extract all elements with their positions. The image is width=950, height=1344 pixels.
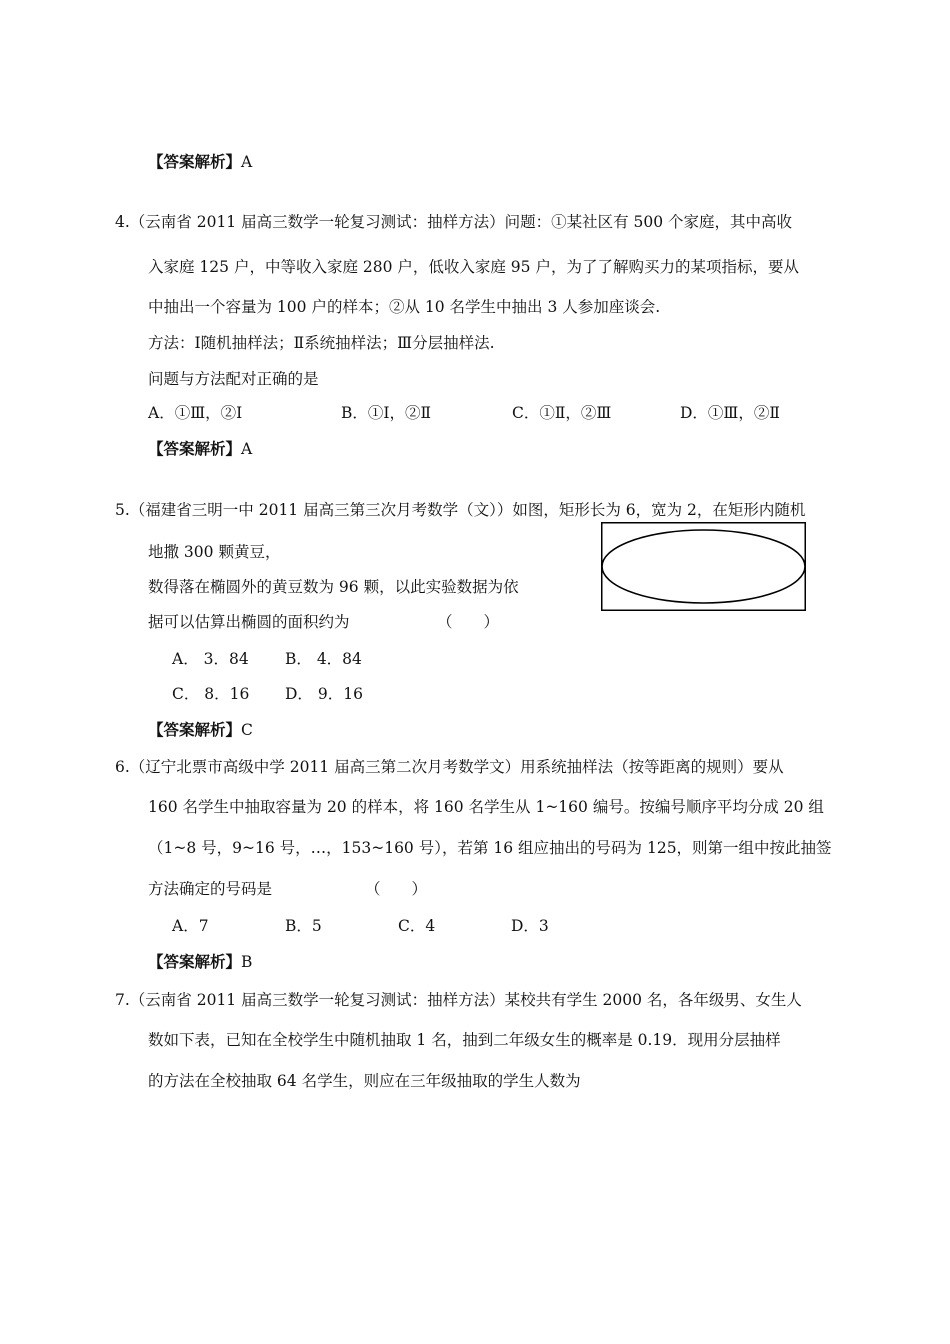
answer-value: A xyxy=(241,440,253,458)
q6-option-b: B．5 xyxy=(285,917,322,935)
q4-option-c: C．①Ⅱ，②Ⅲ xyxy=(512,404,612,422)
q4-option-a: A．①Ⅲ，②Ⅰ xyxy=(148,404,243,422)
q6-stem-line4: 方法确定的号码是 xyxy=(148,880,273,898)
q6-stem-line2: 160 名学生中抽取容量为 20 的样本，将 160 名学生从 1~160 编号。按编号顺序平均分成 20 组 xyxy=(148,798,824,816)
q5-option-c: C． 8．16 xyxy=(172,685,250,703)
answer-line-q6 xyxy=(148,952,252,972)
q4-option-d: D．①Ⅲ，②Ⅱ xyxy=(680,404,780,422)
q5-answer-paren: （ ） xyxy=(437,613,500,631)
q4-option-b: B．①Ⅰ，②Ⅱ xyxy=(341,404,432,422)
q5-option-b: B． 4．84 xyxy=(285,650,362,668)
q4-methods: 方法：Ⅰ随机抽样法；Ⅱ系统抽样法；Ⅲ分层抽样法. xyxy=(148,334,495,352)
q5-stem-line4: 据可以估算出椭圆的面积约为 xyxy=(148,613,350,631)
answer-line-q5 xyxy=(148,720,253,740)
answer-line-q4 xyxy=(148,439,252,459)
q4-stem-line3: 中抽出一个容量为 100 户的样本；②从 10 名学生中抽出 3 人参加座谈会. xyxy=(148,298,661,316)
q4-question: 问题与方法配对正确的是 xyxy=(148,370,319,388)
answer-label: 【答案解析】 xyxy=(148,439,242,458)
answer-label: 【答案解析】 xyxy=(148,952,242,971)
figure-ellipse xyxy=(602,530,805,603)
answer-label: 【答案解析】 xyxy=(148,152,242,171)
answer-line-q3 xyxy=(148,152,252,172)
answer-label: 【答案解析】 xyxy=(148,720,242,739)
q6-stem-line3: （1~8 号，9~16 号，…，153~160 号），若第 16 组应抽出的号码为 125，则第一组中按此抽签 xyxy=(148,839,832,857)
q4-stem-line2: 入家庭 125 户，中等收入家庭 280 户，低收入家庭 95 户，为了了解购买力的某项指标，要从 xyxy=(148,258,799,276)
figure-rectangle xyxy=(602,523,806,611)
q6-option-c: C．4 xyxy=(398,917,436,935)
q6-stem-line1: 6.（辽宁北票市高级中学 2011 届高三第二次月考数学文）用系统抽样法（按等距离的规则）要从 xyxy=(115,758,784,776)
q5-stem-line1: 5.（福建省三明一中 2011 届高三第三次月考数学（文））如图，矩形长为 6，宽为 2，在矩形内随机 xyxy=(115,501,806,519)
answer-value: A xyxy=(241,153,253,171)
q4-stem-line1: 4.（云南省 2011 届高三数学一轮复习测试：抽样方法）问题：①某社区有 500 个家庭，其中高收 xyxy=(115,213,793,231)
answer-value: B xyxy=(241,953,253,971)
q7-stem-line1: 7.（云南省 2011 届高三数学一轮复习测试：抽样方法）某校共有学生 2000 名，各年级男、女生人 xyxy=(115,991,802,1009)
q6-answer-paren: （ ） xyxy=(365,880,428,898)
q7-stem-line3: 的方法在全校抽取 64 名学生，则应在三年级抽取的学生人数为 xyxy=(148,1072,581,1090)
q6-option-a: A．7 xyxy=(172,917,209,935)
q5-stem-line2: 地撒 300 颗黄豆， xyxy=(148,543,281,561)
q5-stem-line3: 数得落在椭圆外的黄豆数为 96 颗，以此实验数据为依 xyxy=(148,578,519,596)
rectangle-ellipse-figure xyxy=(601,522,806,611)
q5-option-a: A． 3．84 xyxy=(172,650,249,668)
q5-option-d: D． 9．16 xyxy=(285,685,363,703)
q6-option-d: D．3 xyxy=(511,917,549,935)
answer-value: C xyxy=(241,721,253,739)
q7-stem-line2: 数如下表，已知在全校学生中随机抽取 1 名，抽到二年级女生的概率是 0.19．现用分层抽样 xyxy=(148,1031,781,1049)
